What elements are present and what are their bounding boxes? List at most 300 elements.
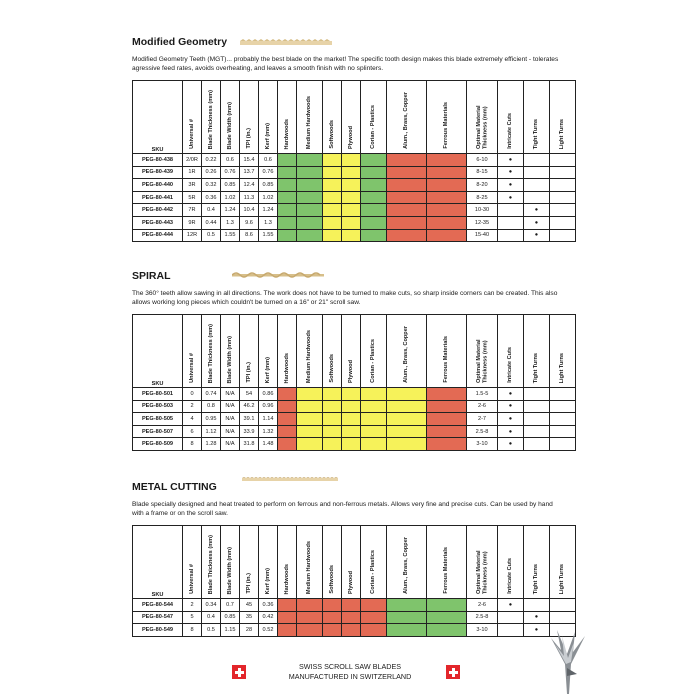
cell-thickness: 0.26 <box>202 166 221 179</box>
cell-light <box>550 166 576 179</box>
material-suitability-cell <box>297 204 323 217</box>
cell-light <box>550 425 576 438</box>
material-suitability-cell <box>387 229 427 242</box>
material-suitability-cell <box>361 191 387 204</box>
material-suitability-cell <box>427 204 467 217</box>
material-suitability-cell <box>342 413 361 426</box>
table-row <box>133 216 576 229</box>
cell-light <box>550 154 576 167</box>
cell-kerf: 1.24 <box>259 204 278 217</box>
column-header <box>550 315 576 388</box>
cell-universal: 8 <box>183 624 202 637</box>
cell-tight <box>524 413 550 426</box>
table-row <box>133 191 576 204</box>
column-header <box>297 81 323 154</box>
column-header-label: Ferrous Materials <box>443 336 450 383</box>
cell-light <box>550 413 576 426</box>
column-header-label: TPI (in.) <box>245 362 252 383</box>
material-suitability-cell <box>361 438 387 451</box>
table-row <box>133 388 576 401</box>
cell-thickness: 1.12 <box>202 425 221 438</box>
column-header <box>297 526 323 599</box>
material-suitability-cell <box>323 229 342 242</box>
cell-thickness: 0.32 <box>202 179 221 192</box>
table-row <box>133 425 576 438</box>
cell-tight <box>524 388 550 401</box>
table-row <box>133 179 576 192</box>
cell-light <box>550 611 576 624</box>
blade-image <box>240 39 332 47</box>
cell-thickness: 0.4 <box>202 611 221 624</box>
material-suitability-cell <box>342 425 361 438</box>
cell-width: 0.6 <box>221 154 240 167</box>
material-suitability-cell <box>323 216 342 229</box>
material-suitability-cell <box>323 179 342 192</box>
cell-opt: 6-10 <box>467 154 498 167</box>
column-header-label: TPI (in.) <box>245 128 252 149</box>
cell-tight <box>524 599 550 612</box>
column-header-label: Optimal Material Thickness (mm) <box>475 105 488 149</box>
material-suitability-cell <box>297 400 323 413</box>
column-header <box>387 526 427 599</box>
cell-width: N/A <box>221 400 240 413</box>
cell-sku: PEG-80-547 <box>133 611 183 624</box>
cell-tight <box>524 400 550 413</box>
column-header <box>297 315 323 388</box>
cell-width: N/A <box>221 413 240 426</box>
section-title: Modified Geometry <box>132 36 228 48</box>
cell-sku: PEG-80-443 <box>133 216 183 229</box>
column-header <box>133 315 183 388</box>
material-suitability-cell <box>323 154 342 167</box>
material-suitability-cell <box>427 400 467 413</box>
spec-table <box>132 80 576 242</box>
material-suitability-cell <box>361 229 387 242</box>
material-suitability-cell <box>323 438 342 451</box>
cell-opt: 8-20 <box>467 179 498 192</box>
material-suitability-cell <box>297 179 323 192</box>
column-header <box>323 526 342 599</box>
cell-kerf: 1.48 <box>259 438 278 451</box>
column-header-label: Plywood <box>347 571 354 594</box>
cell-sku: PEG-80-441 <box>133 191 183 204</box>
cell-universal: 3R <box>183 179 202 192</box>
column-header-label: Softwoods <box>328 120 335 149</box>
cell-universal: 1R <box>183 166 202 179</box>
material-suitability-cell <box>323 400 342 413</box>
column-header <box>467 526 498 599</box>
cell-kerf: 0.96 <box>259 400 278 413</box>
cell-tight: ● <box>524 611 550 624</box>
cell-width: 1.55 <box>221 229 240 242</box>
material-suitability-cell <box>342 191 361 204</box>
cell-sku: PEG-80-549 <box>133 624 183 637</box>
cell-tpi: 10.4 <box>240 204 259 217</box>
cell-width: N/A <box>221 425 240 438</box>
column-header-label: Corian - Plastics <box>370 105 377 149</box>
column-header-label: Universal # <box>188 564 195 594</box>
material-suitability-cell <box>361 216 387 229</box>
material-suitability-cell <box>323 611 342 624</box>
cell-thickness: 0.5 <box>202 229 221 242</box>
material-suitability-cell <box>323 191 342 204</box>
column-header <box>259 315 278 388</box>
column-header-label: Medium Hardwoods <box>306 329 313 383</box>
material-suitability-cell <box>387 154 427 167</box>
material-suitability-cell <box>342 166 361 179</box>
column-header-label: Kerf (mm) <box>264 356 271 383</box>
material-suitability-cell <box>427 216 467 229</box>
column-header <box>361 526 387 599</box>
column-header-label: Tight Turns <box>533 118 540 149</box>
cell-opt: 8-25 <box>467 191 498 204</box>
swiss-flag-icon <box>232 665 246 679</box>
material-suitability-cell <box>427 229 467 242</box>
cell-sku: PEG-80-501 <box>133 388 183 401</box>
column-header-label: Tight Turns <box>533 563 540 594</box>
column-header <box>427 315 467 388</box>
column-header-label: Blade Width (mm) <box>226 101 233 149</box>
table-row <box>133 611 576 624</box>
cell-universal: 5R <box>183 191 202 204</box>
cell-universal: 9R <box>183 216 202 229</box>
cell-universal: 4 <box>183 413 202 426</box>
column-header <box>259 526 278 599</box>
cell-kerf: 1.14 <box>259 413 278 426</box>
column-header <box>342 526 361 599</box>
column-header <box>342 315 361 388</box>
cell-universal: 0 <box>183 388 202 401</box>
material-suitability-cell <box>387 438 427 451</box>
cell-sku: PEG-80-505 <box>133 413 183 426</box>
cell-light <box>550 229 576 242</box>
cell-kerf: 0.76 <box>259 166 278 179</box>
material-suitability-cell <box>342 204 361 217</box>
cell-light <box>550 179 576 192</box>
cell-tpi: 46.2 <box>240 400 259 413</box>
cell-universal: 12R <box>183 229 202 242</box>
material-suitability-cell <box>278 400 297 413</box>
footer-line-2: MANUFACTURED IN SWITZERLAND <box>288 672 412 681</box>
material-suitability-cell <box>427 611 467 624</box>
cell-tpi: 54 <box>240 388 259 401</box>
material-suitability-cell <box>387 624 427 637</box>
column-header-label: Intricate Cuts <box>507 113 514 149</box>
cell-tight: ● <box>524 229 550 242</box>
material-suitability-cell <box>278 599 297 612</box>
column-header <box>361 81 387 154</box>
material-suitability-cell <box>278 216 297 229</box>
material-suitability-cell <box>297 216 323 229</box>
cell-sku: PEG-80-544 <box>133 599 183 612</box>
column-header-label: Corian - Plastics <box>370 550 377 594</box>
material-suitability-cell <box>278 191 297 204</box>
column-header-label: Blade Width (mm) <box>226 546 233 594</box>
material-suitability-cell <box>427 438 467 451</box>
material-suitability-cell <box>278 154 297 167</box>
material-suitability-cell <box>361 413 387 426</box>
swiss-flag-icon <box>446 665 460 679</box>
cell-tpi: 35 <box>240 611 259 624</box>
material-suitability-cell <box>297 599 323 612</box>
cell-universal: 2 <box>183 400 202 413</box>
section-title: SPIRAL <box>132 270 171 282</box>
column-header <box>259 81 278 154</box>
material-suitability-cell <box>361 179 387 192</box>
column-header <box>183 315 202 388</box>
cell-sku: PEG-80-439 <box>133 166 183 179</box>
cell-sku: PEG-80-444 <box>133 229 183 242</box>
cell-intricate <box>498 204 524 217</box>
column-header-label: Softwoods <box>328 354 335 383</box>
material-suitability-cell <box>361 204 387 217</box>
material-suitability-cell <box>323 599 342 612</box>
cell-tight <box>524 154 550 167</box>
cell-universal: 7R <box>183 204 202 217</box>
table-row <box>133 438 576 451</box>
material-suitability-cell <box>361 611 387 624</box>
column-header <box>221 81 240 154</box>
material-suitability-cell <box>427 166 467 179</box>
column-header <box>361 315 387 388</box>
material-suitability-cell <box>361 154 387 167</box>
material-suitability-cell <box>387 204 427 217</box>
material-suitability-cell <box>361 425 387 438</box>
column-header <box>133 81 183 154</box>
material-suitability-cell <box>387 400 427 413</box>
table-row <box>133 166 576 179</box>
material-suitability-cell <box>342 624 361 637</box>
column-header <box>524 315 550 388</box>
cell-thickness: 0.74 <box>202 388 221 401</box>
column-header-label: Alum., Brass, Copper <box>403 537 410 594</box>
material-suitability-cell <box>342 229 361 242</box>
material-suitability-cell <box>342 599 361 612</box>
header-row <box>133 315 576 388</box>
column-header-label: Optimal Material Thickness (mm) <box>475 550 488 594</box>
cell-opt: 2-7 <box>467 413 498 426</box>
cell-tight: ● <box>524 216 550 229</box>
material-suitability-cell <box>427 191 467 204</box>
material-suitability-cell <box>342 216 361 229</box>
cell-tpi: 28 <box>240 624 259 637</box>
column-header <box>240 81 259 154</box>
cell-intricate: ● <box>498 388 524 401</box>
column-header <box>524 526 550 599</box>
cell-thickness: 0.95 <box>202 413 221 426</box>
cell-kerf: 1.32 <box>259 425 278 438</box>
material-suitability-cell <box>323 425 342 438</box>
cell-tpi: 12.4 <box>240 179 259 192</box>
material-suitability-cell <box>278 388 297 401</box>
cell-intricate <box>498 624 524 637</box>
cell-opt: 12-35 <box>467 216 498 229</box>
material-suitability-cell <box>387 191 427 204</box>
column-header-label: Universal # <box>188 353 195 383</box>
material-suitability-cell <box>278 229 297 242</box>
column-header-label: Corian - Plastics <box>370 339 377 383</box>
column-header <box>387 315 427 388</box>
table-row <box>133 204 576 217</box>
cell-kerf: 0.86 <box>259 388 278 401</box>
cell-intricate: ● <box>498 438 524 451</box>
material-suitability-cell <box>297 611 323 624</box>
column-header <box>427 81 467 154</box>
column-header <box>221 315 240 388</box>
cell-universal: 2 <box>183 599 202 612</box>
cell-intricate: ● <box>498 413 524 426</box>
column-header <box>498 526 524 599</box>
blade-image <box>242 473 338 485</box>
material-suitability-cell <box>342 388 361 401</box>
cell-light <box>550 191 576 204</box>
cell-kerf: 1.55 <box>259 229 278 242</box>
material-suitability-cell <box>297 438 323 451</box>
material-suitability-cell <box>427 154 467 167</box>
material-suitability-cell <box>427 599 467 612</box>
column-header <box>498 315 524 388</box>
cell-kerf: 1.3 <box>259 216 278 229</box>
cell-width: N/A <box>221 438 240 451</box>
material-suitability-cell <box>342 400 361 413</box>
material-suitability-cell <box>323 413 342 426</box>
column-header-label: Alum., Brass, Copper <box>403 92 410 149</box>
column-header <box>467 81 498 154</box>
column-header <box>183 81 202 154</box>
cell-kerf: 0.52 <box>259 624 278 637</box>
cell-width: 0.85 <box>221 611 240 624</box>
cell-width: 0.85 <box>221 179 240 192</box>
material-suitability-cell <box>297 154 323 167</box>
column-header-label: Blade Thickness (mm) <box>207 89 214 149</box>
column-header-label: SKU <box>151 592 164 598</box>
cell-thickness: 0.44 <box>202 216 221 229</box>
cell-thickness: 1.28 <box>202 438 221 451</box>
cell-intricate: ● <box>498 599 524 612</box>
material-suitability-cell <box>323 388 342 401</box>
material-suitability-cell <box>387 611 427 624</box>
cell-tpi: 15.4 <box>240 154 259 167</box>
material-suitability-cell <box>361 166 387 179</box>
pegas-logo-icon <box>545 628 589 694</box>
table-row <box>133 599 576 612</box>
material-suitability-cell <box>278 413 297 426</box>
column-header-label: Hardwoods <box>283 118 290 149</box>
table-row <box>133 229 576 242</box>
material-suitability-cell <box>387 216 427 229</box>
cell-thickness: 0.5 <box>202 624 221 637</box>
cell-opt: 2-6 <box>467 400 498 413</box>
column-header-label: Blade Width (mm) <box>226 335 233 383</box>
material-suitability-cell <box>278 611 297 624</box>
cell-intricate <box>498 611 524 624</box>
cell-universal: 5 <box>183 611 202 624</box>
column-header <box>278 526 297 599</box>
cell-light <box>550 388 576 401</box>
column-header <box>202 526 221 599</box>
material-suitability-cell <box>297 624 323 637</box>
cell-width: 1.24 <box>221 204 240 217</box>
column-header <box>323 81 342 154</box>
cell-universal: 2/0R <box>183 154 202 167</box>
cell-opt: 8-15 <box>467 166 498 179</box>
header-row <box>133 526 576 599</box>
material-suitability-cell <box>278 204 297 217</box>
cell-tpi: 8.6 <box>240 229 259 242</box>
column-header <box>342 81 361 154</box>
cell-tight <box>524 166 550 179</box>
blade-image <box>232 271 324 279</box>
cell-light <box>550 204 576 217</box>
cell-intricate <box>498 229 524 242</box>
column-header-label: Alum., Brass, Copper <box>403 326 410 383</box>
cell-universal: 6 <box>183 425 202 438</box>
material-suitability-cell <box>323 204 342 217</box>
material-suitability-cell <box>342 179 361 192</box>
material-suitability-cell <box>278 624 297 637</box>
column-header-label: Intricate Cuts <box>507 347 514 383</box>
material-suitability-cell <box>387 599 427 612</box>
cell-kerf: 0.36 <box>259 599 278 612</box>
material-suitability-cell <box>427 179 467 192</box>
material-suitability-cell <box>427 413 467 426</box>
cell-tpi: 39.1 <box>240 413 259 426</box>
cell-thickness: 0.8 <box>202 400 221 413</box>
cell-tpi: 11.3 <box>240 191 259 204</box>
cell-opt: 3-10 <box>467 438 498 451</box>
column-header <box>221 526 240 599</box>
cell-thickness: 0.34 <box>202 599 221 612</box>
footer-text <box>270 662 430 682</box>
column-header-label: Blade Thickness (mm) <box>207 534 214 594</box>
column-header <box>524 81 550 154</box>
column-header-label: Softwoods <box>328 565 335 594</box>
column-header <box>240 526 259 599</box>
column-header-label: Medium Hardwoods <box>306 540 313 594</box>
material-suitability-cell <box>342 611 361 624</box>
material-suitability-cell <box>361 400 387 413</box>
material-suitability-cell <box>387 425 427 438</box>
section-description: Modified Geometry Teeth (MGT)... probably the best blade on the market! The specific tooth design makes this blade extremely efficient - tolerates agressive feed rates, avoids overheating, and leaves a smooth finish with no splinters. <box>132 56 559 72</box>
material-suitability-cell <box>297 229 323 242</box>
material-suitability-cell <box>278 425 297 438</box>
column-header-label: Ferrous Materials <box>443 102 450 149</box>
material-suitability-cell <box>323 624 342 637</box>
column-header-label: Light Turns <box>559 352 566 383</box>
cell-tight <box>524 425 550 438</box>
cell-tpi: 31.8 <box>240 438 259 451</box>
cell-tight: ● <box>524 204 550 217</box>
material-suitability-cell <box>278 438 297 451</box>
column-header-label: Kerf (mm) <box>264 567 271 594</box>
cell-sku: PEG-80-438 <box>133 154 183 167</box>
cell-tpi: 33.9 <box>240 425 259 438</box>
cell-kerf: 1.02 <box>259 191 278 204</box>
cell-light <box>550 216 576 229</box>
cell-light <box>550 599 576 612</box>
column-header-label: Intricate Cuts <box>507 558 514 594</box>
cell-tight <box>524 438 550 451</box>
table-row <box>133 624 576 637</box>
material-suitability-cell <box>297 425 323 438</box>
column-header <box>278 81 297 154</box>
material-suitability-cell <box>387 413 427 426</box>
column-header <box>202 315 221 388</box>
column-header-label: Hardwoods <box>283 352 290 383</box>
material-suitability-cell <box>278 179 297 192</box>
cell-opt: 3-10 <box>467 624 498 637</box>
column-header-label: Tight Turns <box>533 352 540 383</box>
